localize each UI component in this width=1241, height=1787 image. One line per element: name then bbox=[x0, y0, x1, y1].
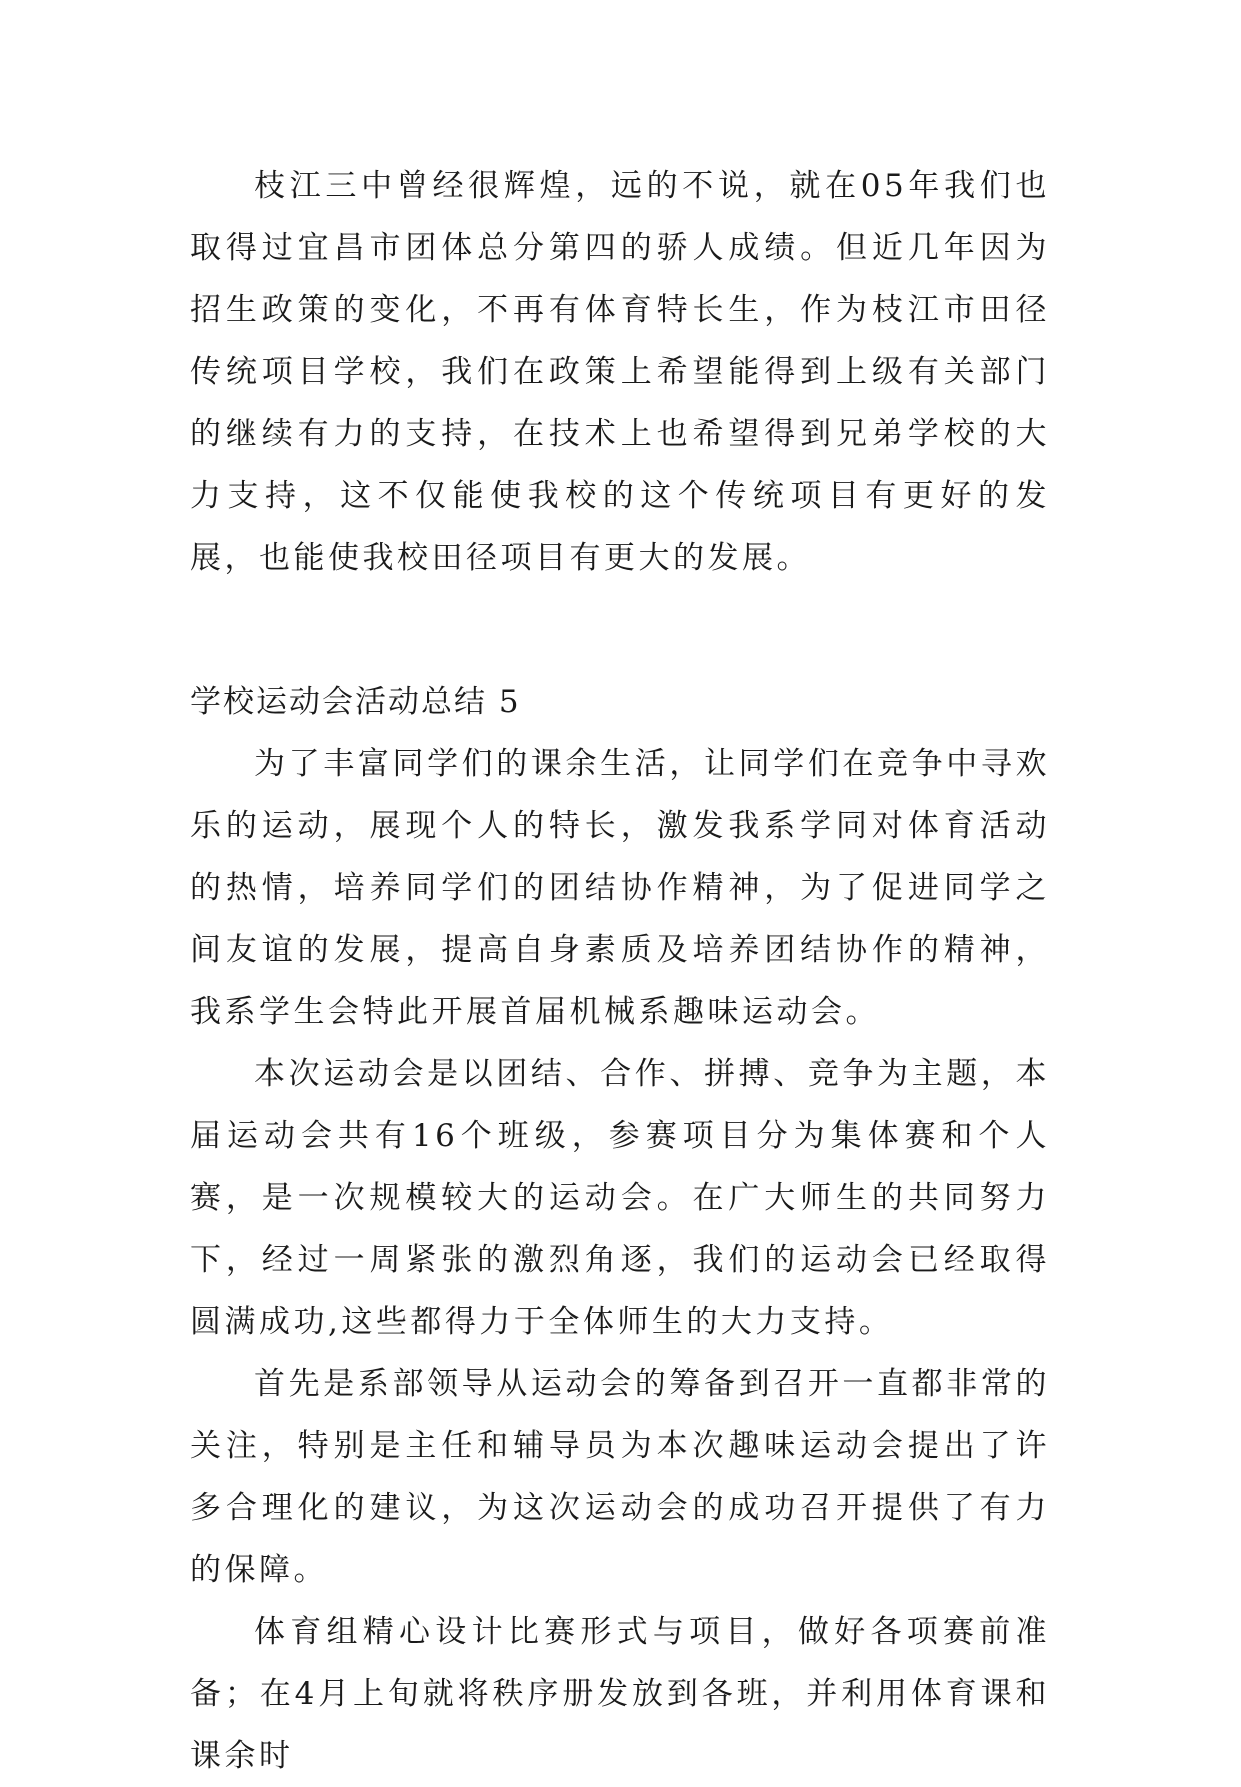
paragraph-purpose: 为了丰富同学们的课余生活，让同学们在竞争中寻欢乐的运动，展现个人的特长，激发我系学同对体育活动的热情，培养同学们的团结协作精神，为了促进同学之间友谊的发展，提高自身素质及培养团结协作的精神，我系学生会特此开展首届机械系趣味运动会。 bbox=[190, 746, 1050, 1030]
paragraph-pe-group: 体育组精心设计比赛形式与项目，做好各项赛前准备；在4月上旬就将秩序册发放到各班，并利用体育课和课余时 bbox=[190, 1614, 1050, 1774]
paragraph-theme: 本次运动会是以团结、合作、拼搏、竞争为主题，本届运动会共有16个班级，参赛项目分为集体赛和个人赛，是一次规模较大的运动会。在广大师生的共同努力下，经过一周紧张的激烈角逐，我们的运动会已经取得圆满成功,这些都得力于全体师生的大力支持。 bbox=[190, 1056, 1050, 1340]
paragraph-leadership: 首先是系部领导从运动会的筹备到召开一直都非常的关注，特别是主任和辅导员为本次趣味运动会提出了许多合理化的建议，为这次运动会的成功召开提供了有力的保障。 bbox=[190, 1366, 1050, 1588]
section-heading: 学校运动会活动总结 5 bbox=[190, 684, 521, 720]
paragraph-school-history: 枝江三中曾经很辉煌，远的不说，就在05年我们也取得过宜昌市团体总分第四的骄人成绩。但近几年因为招生政策的变化，不再有体育特长生，作为枝江市田径传统项目学校，我们在政策上希望能得到上级有关部门的继续有力的支持，在技术上也希望得到兄弟学校的大力支持，这不仅能使我校的这个传统项目有更好的发展，也能使我校田径项目有更大的发展。 bbox=[190, 168, 1050, 576]
document-body bbox=[190, 155, 1050, 1787]
